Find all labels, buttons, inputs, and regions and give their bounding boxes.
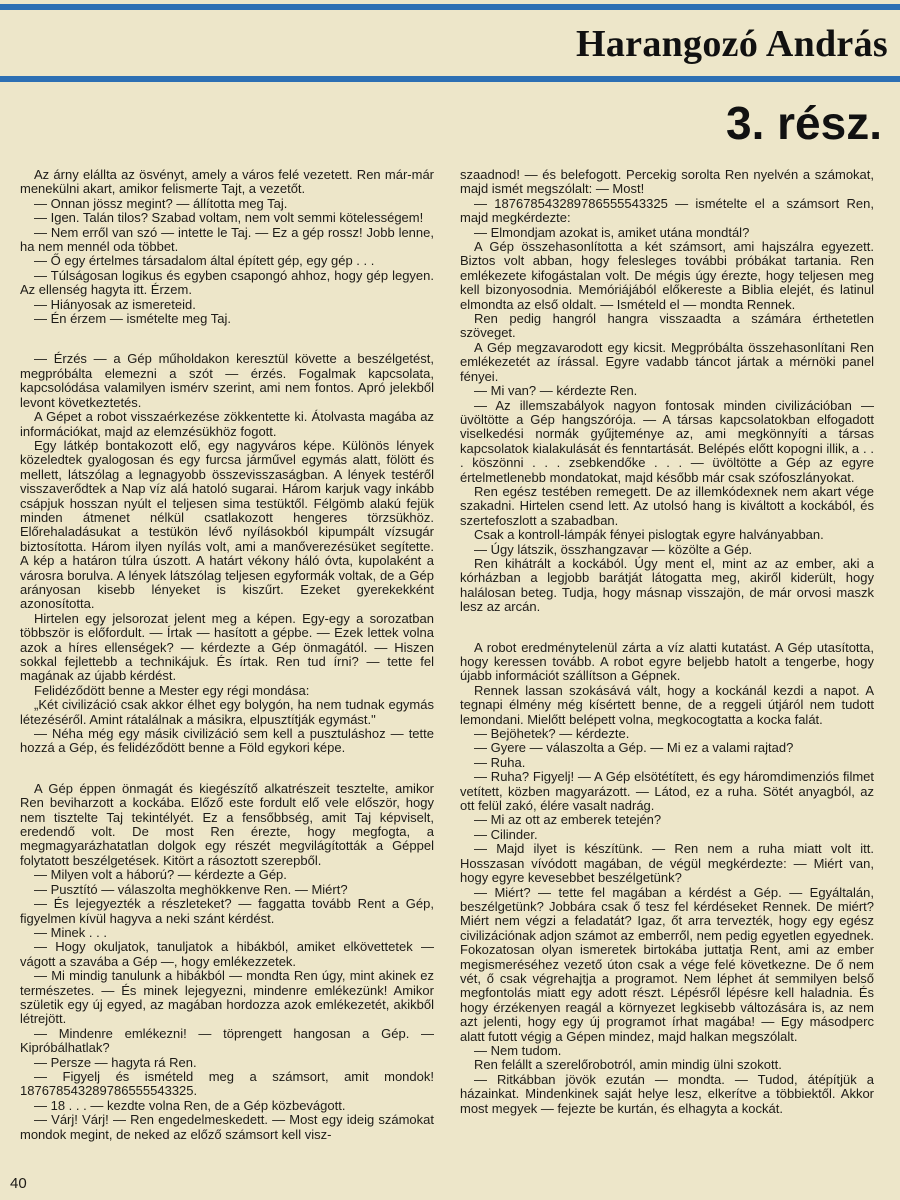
paragraph: Hirtelen egy jelsorozat jelent meg a képen. Egy-egy a sorozatban többször is előfordult. — Írtak — hasított a gépbe. — Ezek lettek volna azok a híres ellenségek? — kérdezte a Gép önmagától. — Hiszen sokkal fejlettebb a technikájuk. És írtak. Ren tud írni? — tette fel magának az újabb kérdést.: [20, 610, 434, 684]
part-title: 3. rész.: [726, 97, 882, 149]
paragraph: — Majd ilyet is készítünk. — Ren nem a ruha miatt volt itt. Hosszasan vívódott magában, de végül megkérdezte: — Miért van, hogy egyre kevesebbet beszélgetünk?: [460, 841, 874, 886]
paragraph: Ren egész testében remegett. De az illemkódexnek nem akart vége szakadni. Hirtelen csend lett. Az utolsó hang is kiváltott a kockából, és szertefoszlott a szabadban.: [460, 483, 874, 528]
author-name: Harangozó András: [576, 23, 888, 65]
paragraph: — Mi az ott az emberek tetején?: [474, 812, 662, 828]
paragraph: — Mi van? — kérdezte Ren.: [474, 383, 638, 399]
paragraph: — Túlságosan logikus és egyben csapongó ahhoz, hogy gép legyen. Az ellenség hagyta itt. Érzem.: [20, 267, 434, 298]
paragraph: — Bejöhetek? — kérdezte.: [474, 726, 630, 742]
paragraph: — Ruha.: [474, 754, 526, 770]
paragraph: Ren pedig hangról hangra visszaadta a számára érthetetlen szöveget.: [460, 311, 874, 341]
quote: „Két civilizáció csak akkor élhet egy bolygón, ha nem tudnak egymás létezéséről. Amint rátalálnak a másikra, elpusztítják egymást.": [20, 697, 434, 727]
paragraph: — Úgy látszik, összhangzavar — közölte a Gép.: [474, 541, 753, 557]
paragraph: — Én érzem — ismételte meg Taj.: [34, 311, 231, 327]
paragraph: — Cilinder.: [474, 826, 538, 842]
paragraph: — Hiányosak az ismereteid.: [34, 296, 196, 312]
paragraph: Felidéződött benne a Mester egy régi mondása:: [34, 682, 310, 698]
paragraph: — Gyere — válaszolta a Gép. — Mi ez a valami rajtad?: [474, 740, 794, 756]
paragraph: — Hogy okuljatok, tanuljatok a hibákból, amiket elkövettetek — vágott a szavába a Gép —, hogy emlékezzetek.: [20, 939, 434, 969]
paragraph: — Ritkábban jövök ezután — mondta. — Tudod, átépítjük a házainkat. Mindenkinek saját helye lesz, elkerítve a többiektől. Akkor most megyek — fejezte be kurtán, és elhagyta a kockát.: [460, 1071, 874, 1116]
paragraph: Ren felállt a szerelőrobotról, amin mindig ülni szokott.: [474, 1057, 782, 1073]
paragraph: Rennek lassan szokásává vált, hogy a kockánál kezdi a napot. A tegnapi élmény még kísértett benne, de a reggeli útjáról nem tudott lemondani. Mielőtt belépett volna, megkocogtatta a kocka falát.: [460, 682, 874, 727]
paragraph: A Gép éppen önmagát és kiegészítő alkatrészeit tesztelte, amikor Ren beviharzott a kockába. Előző este fordult elő vele először, hogy nem tisztelte Taj tekintélyét. Ez a fensőbbség, amit Taj képviselt, eredendő volt. De most Ren érezte, hogy megfogta, a megmagyarázhatatlan dolgok egy részét megvilágították a Géppel folytatott beszélgetések. Kitört a rásoztott szerepből.: [20, 780, 434, 868]
header-rule: [0, 76, 900, 82]
paragraph: — 18 . . . — kezdte volna Ren, de a Gép közbevágott.: [34, 1097, 346, 1113]
left-column: [20, 168, 434, 1178]
paragraph: — Pusztító — válaszolta meghökkenve Ren. — Miért?: [34, 881, 348, 897]
paragraph: — Persze — hagyta rá Ren.: [34, 1054, 197, 1070]
paragraph: Egy látkép bontakozott elő, egy nagyváros képe. Különös lények közeledtek gyalogosan és egy furcsa járművel egymás alatt, fölött és mellett, látszólag a legnagyobb összevisszaságban. A lények testéről visszaverődtek a Nap víz alá hatoló sugarai. Három karjuk vagy inkább csápjuk hosszan nyúlt el teljesen sima testüktől. Félgömb alakú fejük minden átmenet nélkül csatlakozott hengeres törzsükhöz. Előrehaladásukat a testükön lévő nyílásokból kipumpált vízsugár biztosította. Három ilyen nyílás volt, ami a manőverezésüket segítette. A kép a határon túlra úszott. A határt vékony háló óvta, kupolaként a városra borulva. A lények látszólag teljesen egyformák voltak, de a Gép arányosan kisebb lényeket is kiszűrt. Ezeket gyerekekként azonosította.: [20, 437, 434, 612]
paragraph: — Miért? — tette fel magában a kérdést a Gép. — Egyáltalán, beszélgetünk? Jobbára csak ő tesz fel kérdéseket Rennek. De miért? Miért nem végzi a feladatát? Igaz, őt arra tervezték, hogy egy egész civilizációnak adjon számot az emberről, nem pedig egyetlen egyednek. Fokozatosan olyan ismeretek birtokába juttatja Rent, ami az ember megismeréséhez vezető úton csak a vége felé következne. De ő nem vét, ő csak végrehajtja a programot. Nem léphet át semmilyen belső megfontolás miatt egy adott részt. Lépésről lépésre kell haladnia. És hogy érzékenyen reagál a környezet legkisebb változására is, az nem azt jelenti, hogy egy új programot írhat magába! — Egy másodperc alatt futott végig a Gépen mindez, majd halkan megszólalt.: [460, 884, 874, 1044]
paragraph: — Várj! Várj! — Ren engedelmeskedett. — Most egy ideig számokat mondok megint, de neked az előző számsort kell visz-: [20, 1112, 434, 1142]
paragraph: A Gépet a robot visszaérkezése zökkentette ki. Átolvasta magába az információkat, majd az elemzésükhöz fogott.: [20, 409, 434, 439]
paragraph: — Ruha? Figyelj! — A Gép elsötétített, és egy háromdimenziós filmet vetített, közben magyarázott. — Látod, ez a ruha. Sötét anyagból, az ott felül zakó, élére vasalt nadrág.: [460, 769, 874, 814]
paragraph: — Nem erről van szó — intette le Taj. — Ez a gép rossz! Jobb lenne, ha nem mennél oda többet.: [20, 224, 434, 255]
right-column: [460, 168, 874, 1178]
paragraph: Az árny elállta az ösvényt, amely a város felé vezetett. Ren már-már menekülni akart, amikor felismerte Tajt, a vezetőt.: [20, 168, 434, 197]
paragraph: A Gép összehasonlította a két számsort, ami hajszálra egyezett. Biztos volt abban, hogy felesleges további próbákat tartania. Ren emlékezete kifogástalan volt. De mégis úgy érezte, hogy teljesen meg kell bizonyosodnia. Memóriájából előkereste a Biblia elejét, és latinul elmondta az első oldalt. — Ismételd el — mondta Rennek.: [460, 239, 874, 312]
paragraph: — Minek . . .: [34, 924, 107, 940]
paragraph: — Érzés — a Gép műholdakon keresztül követte a beszélgetést, megpróbálta elemezni a szót — érzés. Fogalmak kapcsolata, kapcsolódása valamilyen ismérv szerint, ami nem fontos. Apró jelekből levont következtetés.: [20, 351, 434, 410]
paragraph: — Nem tudom.: [474, 1042, 562, 1058]
top-rule: [0, 4, 900, 10]
paragraph: A Gép megzavarodott egy kicsit. Megpróbálta összehasonlítani Ren emlékezetét az írással. Egyre vadabb táncot jártak a mérnöki panel fényei.: [460, 339, 874, 384]
paragraph: — Igen. Talán tilos? Szabad voltam, nem volt semmi kötelességem!: [34, 210, 424, 226]
paragraph: Csak a kontroll-lámpák fényei pislogtak egyre halványabban.: [474, 527, 824, 543]
paragraph: — Onnan jössz megint? — állította meg Taj.: [34, 195, 288, 211]
page-number: 40: [10, 1175, 27, 1192]
paragraph: Ren kihátrált a kockából. Úgy ment el, mint az az ember, aki a kórházban a legjobb barátját látogatta meg, akiről kiderült, hogy halálosan beteg. Tudja, hogy másnap visszajön, de már orvosi maszk lesz az arcán.: [460, 555, 874, 615]
paragraph: — Mi mindig tanulunk a hibákból — mondta Ren úgy, mint akinek ez természetes. — És minek lejegyezni, mindenre emlékezünk! Amikor születik egy új egyed, az magában hordozza azok emlékezetét, akikből létrejött.: [20, 968, 434, 1027]
paragraph: — Milyen volt a háború? — kérdezte a Gép.: [34, 867, 287, 883]
paragraph: szaadnod! — és belefogott. Percekig sorolta Ren nyelvén a számokat, majd ismét megszólalt: — Most!: [460, 168, 874, 197]
paragraph: — Mindenre emlékezni! — töprengett hangosan a Gép. — Kipróbálhatlak?: [20, 1025, 434, 1056]
paragraph: — Elmondjam azokat is, amiket utána mondtál?: [474, 224, 750, 240]
paragraph: — 187678543289786555543325 — ismételte el a számsort Ren, majd megkérdezte:: [460, 195, 874, 226]
paragraph: — Néha még egy másik civilizáció sem kell a pusztuláshoz — tette hozzá a Gép, és felidéződött benne a Föld egykori képe.: [20, 726, 434, 756]
paragraph: — Az illemszabályok nagyon fontosak minden civilizációban — üvöltötte a Gép hangszórója. — A társas kapcsolatokban elfogadott viselkedési normák gyűjteménye az, ami megkönnyíti a társas kapcsolatok kialakulását és fenntartását. Belépés előtt kopogni illik, a . . . köszönni . . . zsebkendőke . . . — üvöltötte a Gép az egyre értelmetlenebb mondatokat, majd később már csak szófoszlányokat.: [460, 397, 874, 485]
paragraph: — Figyelj és ismételd meg a számsort, amit mondok! 187678543289786555543325.: [20, 1068, 434, 1099]
paragraph: A robot eredménytelenül zárta a víz alatti kutatást. A Gép utasította, hogy keressen tovább. A robot egyre beljebb hatolt a tengerbe, hogy újabb információt szállítson a Gépnek.: [460, 639, 874, 684]
paragraph: — Ő egy értelmes társadalom által épített gép, egy gép . . .: [34, 253, 375, 269]
paragraph: — És lejegyezték a részleteket? — faggatta tovább Rent a Gép, figyelmen kívül hagyva a neki szánt kérdést.: [20, 896, 434, 926]
